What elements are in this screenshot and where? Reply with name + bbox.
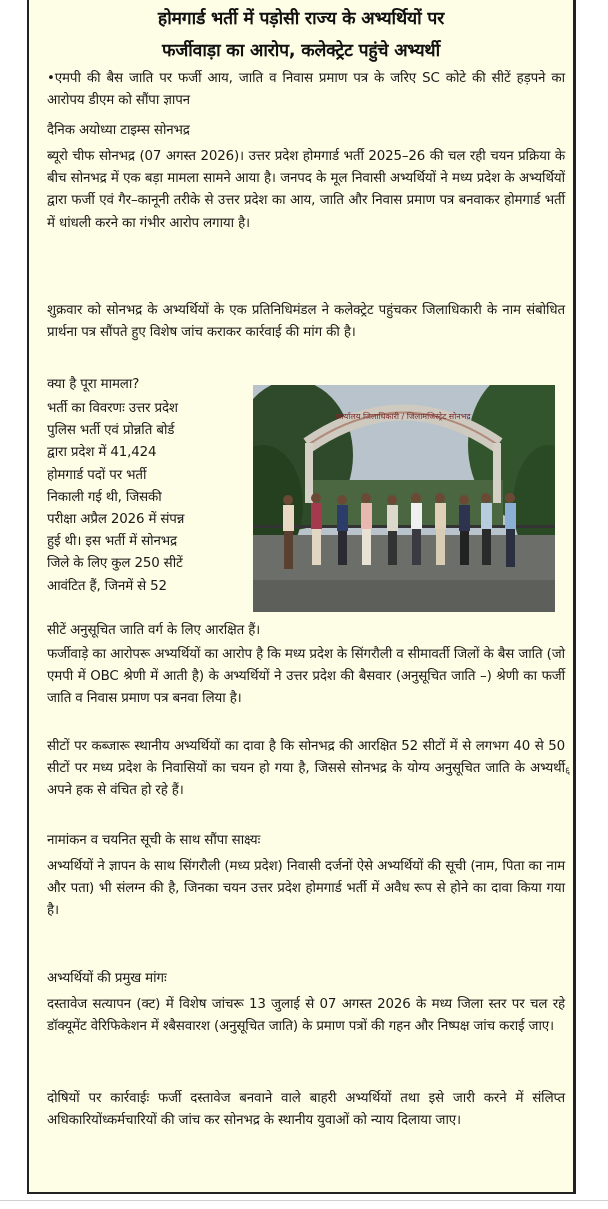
demand-2-paragraph: दोषियों पर कार्रवाईः फर्जी दस्तावेज बनवाने वाले बाहरी अभ्यर्थियों तथा इसे जारी करने में संलिप्त अधिकारियोंध्कर्मचारियों की जांच कर सोनभद्र के स्थानीय युवाओं को न्याय दिलाया जाए। [47, 1091, 565, 1129]
summary-paragraph: •एमपी की बैस जाति पर फर्जी आय, जाति व निवास प्रमाण पत्र के जरिए SC कोटे की सीटें हड़पने का आरोपय डीएम को सौंपा ज्ञापन [47, 71, 565, 109]
demands-heading: अभ्यर्थियों की प्रमुख मांगः [47, 971, 167, 986]
details-line: परीक्षा अप्रैल 2026 में संपन्न [47, 512, 185, 528]
details-line: द्वारा प्रदेश में 41,424 [47, 445, 157, 461]
article-headline [35, 3, 567, 67]
demand-1-paragraph: दस्तावेज सत्यापन (क्ट) में विशेष जांचरू 13 जुलाई से 07 अगस्त 2026 के मध्य जिला स्तर पर चल रहे डॉक्यूमेंट वेरिफिकेशन में श्बैसवारश (अनुसूचित जाति) के प्रमाण पत्रों की गहन और निष्पक्ष जांच कराई जाए। [47, 997, 565, 1035]
details-line: पुलिस भर्ती एवं प्रोन्नति बोर्ड [47, 423, 175, 439]
intro-paragraph: ब्यूरो चीफ सोनभद्र (07 अगस्त 2026)। उत्तर प्रदेश होमगार्ड भर्ती 2025–26 की चल रही चयन प्रक्रिया के बीच सोनभद्र में एक बड़ा मामला सामने आया है। जनपद के मूल निवासी अभ्यर्थियों ने मध्य प्रदेश के अभ्यर्थियों द्वारा फर्जी एवं गैर–कानूनी तरीके से उत्तर प्रदेश का आय, जाति और निवास प्रमाण पत्र बनवाकर होमगार्ड भर्ती में धांधली करने का गंभीर आरोप लगाया है। [47, 149, 565, 231]
details-line: होमगार्ड पदों पर भर्ती [47, 467, 147, 483]
details-line: आवंटित हैं, जिनमें से 52 [47, 578, 167, 594]
evidence-paragraph: अभ्यर्थियों ने ज्ञापन के साथ सिंगरौली (मध्य प्रदेश) निवासी दर्जनों ऐसे अभ्यर्थियों की सूची (नाम, पिता का नाम और पता) भी संलग्न की है, जिनका चयन उत्तर प्रदेश होमगार्ड भर्ती में अवैध रूप से होने का दावा किया गया है। [47, 859, 565, 919]
headline-line-2: फर्जीवाड़ा का आरोप, कलेक्ट्रेट पहुंचे अभ्यर्थी [162, 41, 440, 61]
evidence-heading: नामांकन व चयनित सूची के साथ सौंपा साक्ष्यः [47, 833, 261, 848]
details-line: भर्ती का विवरणः उत्तर प्रदेश [47, 401, 178, 416]
gate-sign-text: कार्यालय जिलाधिकारी / जिलामजिस्ट्रेट सोनभद्र [335, 412, 471, 421]
question-heading: क्या है पूरा मामला? [47, 377, 140, 392]
news-article [27, 0, 576, 1194]
seats-paragraph: सीटों पर कब्जारू स्थानीय अभ्यर्थियों का दावा है कि सोनभद्र की आरक्षित 52 सीटों में से लगभग 40 से 50 सीटों पर मध्य प्रदेश के निवासियों का चयन हो गया है, जिससे सोनभद्र के योग्य अनुसूचित जाति के अभ्यर्थी अपने हक से वंचित हो रहे हैं। [47, 739, 565, 799]
delegation-photo [253, 385, 555, 612]
details-line: निकाली गई थी, जिसकी [47, 489, 162, 505]
delegation-paragraph: शुक्रवार को सोनभद्र के अभ्यर्थियों के एक प्रतिनिधिमंडल ने कलेक्ट्रेट पहुंचकर जिलाधिकारी के नाम संबोधित प्रार्थना पत्र सौंपते हुए विशेष जांच कराकर कार्रवाई की मांग की है। [47, 303, 565, 341]
headline-line-1: होमगार्ड भर्ती में पड़ोसी राज्य के अभ्यर्थियों पर [157, 9, 445, 29]
source-line: दैनिक अयोध्या टाइम्स सोनभद्र [47, 123, 190, 138]
fraud-paragraph: फर्जीवाड़े का आरोपरू अभ्यर्थियों का आरोप है कि मध्य प्रदेश के सिंगरौली व सीमावर्ती जिलों के बैस जाति (जो एमपी में OBC श्रेणी में आती है) के अभ्यर्थियों ने उत्तर प्रदेश की बैसवार (अनुसूचित जाति –) श्रेणी का फर्जी जाति व निवास प्रमाण पत्र बनवा लिया है। [47, 647, 565, 707]
details-end-paragraph: सीटें अनुसूचित जाति वर्ग के लिए आरक्षित हैं। [47, 623, 261, 638]
details-line: हुई थी। इस भर्ती में सोनभद्र [47, 534, 177, 550]
details-wrapped-text [47, 398, 255, 598]
stray-mark: ६ [565, 766, 571, 777]
details-line: जिले के लिए कुल 250 सीटें [47, 556, 183, 572]
bottom-divider [0, 1200, 608, 1201]
